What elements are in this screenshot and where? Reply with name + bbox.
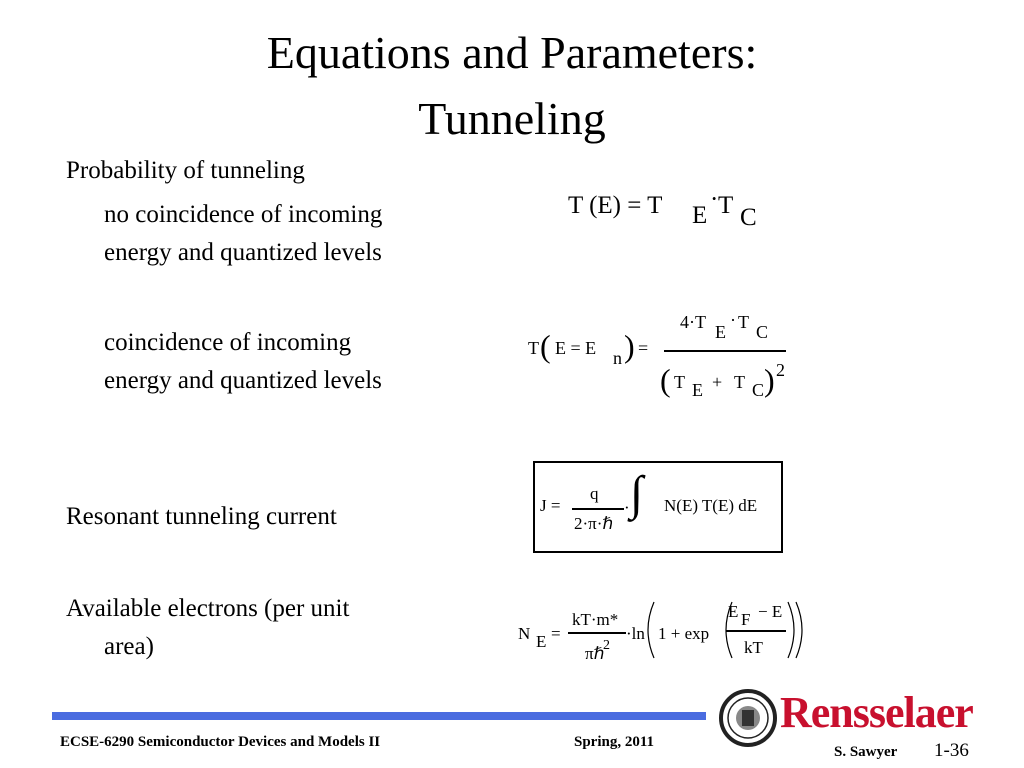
- eq2-num-t: T: [738, 312, 749, 332]
- eq1-lhs: T (E) = T: [568, 192, 663, 219]
- slide-title-line1: Equations and Parameters:: [266, 27, 758, 78]
- rensselaer-logo-text: Rensselaer: [780, 688, 973, 737]
- eq3-numerator: q: [590, 484, 599, 503]
- bullet-probability: Probability of tunneling: [66, 157, 305, 184]
- eq4-numerator: kT·m*: [572, 610, 619, 629]
- bullet-no-coincidence-line1: no coincidence of incoming: [104, 201, 383, 228]
- eq2-lhs-t: T: [528, 338, 539, 358]
- eq1-sub-e: E: [692, 202, 708, 229]
- eq2-den-t2: T: [734, 372, 745, 392]
- footer-page-number: 1-36: [934, 740, 969, 761]
- eq2-den-exponent: 2: [776, 360, 785, 380]
- eq2-inner: E = E: [555, 338, 597, 358]
- eq2-sub-n: n: [613, 348, 622, 368]
- eq3-integrand: N(E) T(E) dE: [664, 496, 758, 515]
- eq2-equals: =: [638, 338, 649, 358]
- bullet-no-coincidence-line2: energy and quantized levels: [104, 239, 382, 266]
- eq4-lhs-sub-e: E: [536, 632, 547, 651]
- eq3-dot: ·: [624, 498, 630, 517]
- bullet-available-line2: area): [104, 633, 154, 660]
- eq2-den-rparen: ): [764, 362, 775, 398]
- eq1-sub-c: C: [740, 204, 757, 231]
- eq4-fraction-bar: [568, 632, 626, 634]
- slide-title-line2: Tunneling: [418, 93, 606, 144]
- bullet-resonant-current: Resonant tunneling current: [66, 503, 337, 530]
- eq4-den-exponent: 2: [603, 638, 610, 653]
- footer-course: ECSE-6290 Semiconductor Devices and Models II: [60, 734, 381, 750]
- eq4-ef: E: [728, 602, 739, 621]
- eq2-den-plus: +: [712, 372, 723, 392]
- eq2-den-lparen: (: [660, 362, 671, 398]
- eq4-kt: kT: [744, 638, 763, 657]
- eq4-minus-e: − E: [758, 602, 783, 621]
- eq2-den-t1: T: [674, 372, 685, 392]
- eq3-integral-sign: ∫: [630, 467, 644, 520]
- eq2-num-4t: 4·T: [680, 312, 706, 332]
- eq4-equals: =: [551, 624, 561, 643]
- eq2-fraction-bar: [664, 350, 786, 352]
- eq4-inner-fraction-bar: [726, 630, 786, 632]
- eq2-num-sub-e: E: [715, 322, 726, 342]
- footer-term: Spring, 2011: [574, 734, 655, 750]
- bullet-coincidence-line2: energy and quantized levels: [104, 367, 382, 394]
- eq3-lhs: J =: [540, 496, 561, 515]
- bullet-coincidence-line1: coincidence of incoming: [104, 329, 352, 356]
- eq2-rparen: ): [624, 328, 635, 364]
- eq2-den-sub-e: E: [692, 380, 703, 400]
- eq4-denominator: πℏ: [585, 644, 605, 663]
- footer-author: S. Sawyer: [834, 744, 898, 760]
- eq4-ln: ·ln: [626, 624, 645, 643]
- eq2-num-dot: ·: [730, 310, 736, 330]
- eq4-one-plus-exp: 1 + exp: [658, 624, 710, 643]
- eq4-ef-sub: F: [741, 610, 751, 629]
- eq2-num-sub-c: C: [756, 322, 769, 342]
- eq3-denominator: 2·π·ℏ: [574, 514, 614, 533]
- footer-bar: [52, 712, 706, 720]
- bullet-available-line1: Available electrons (per unit: [66, 595, 350, 622]
- eq3-fraction-bar: [572, 508, 624, 510]
- eq2-den-sub-c: C: [752, 380, 765, 400]
- rensselaer-seal-icon: [718, 688, 778, 748]
- eq4-lhs-n: N: [518, 624, 531, 643]
- eq1-dot: ·: [710, 186, 719, 213]
- eq2-lparen: (: [540, 328, 551, 364]
- eq1-t2: T: [718, 192, 734, 219]
